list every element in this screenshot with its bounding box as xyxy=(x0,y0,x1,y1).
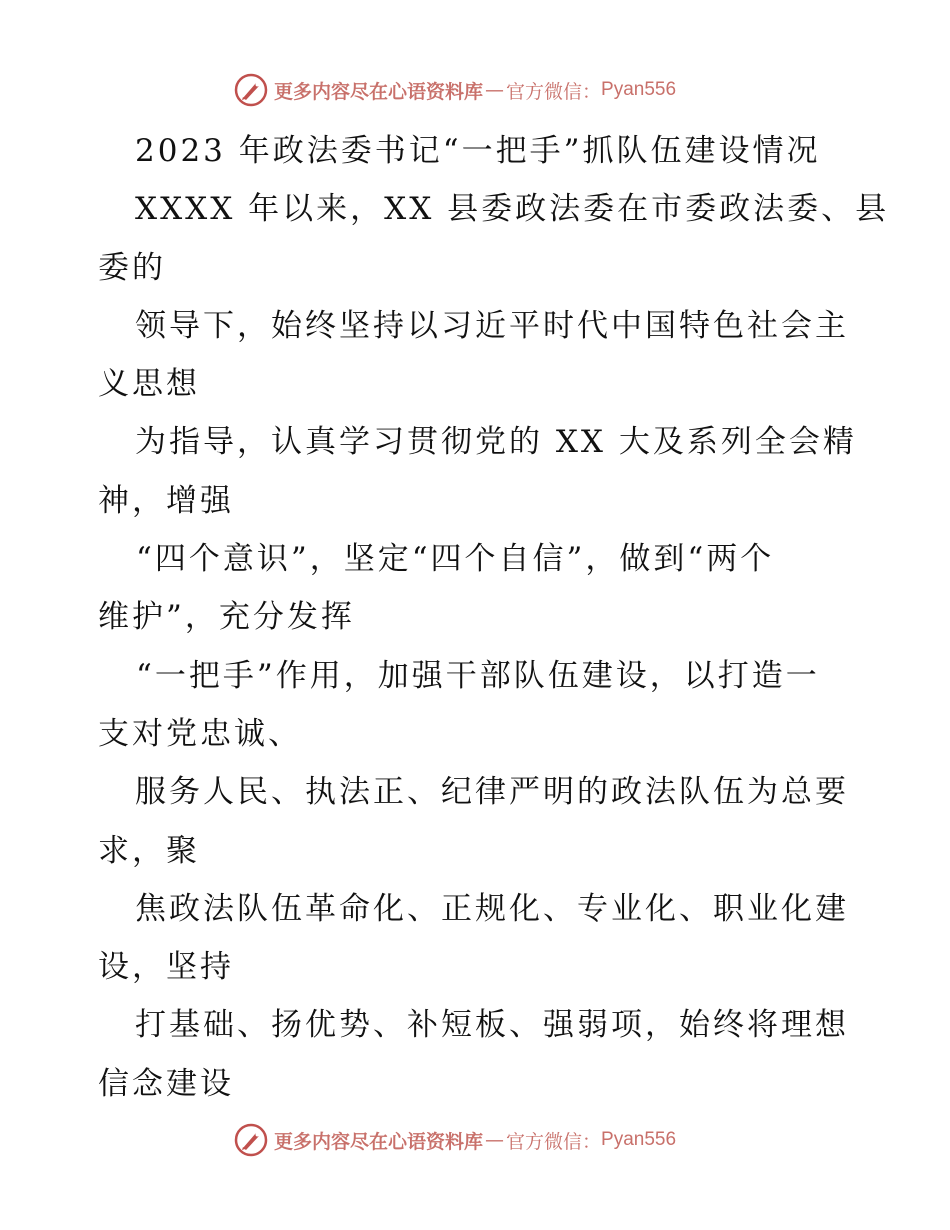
text-line: 义思想 xyxy=(98,366,200,403)
watermark-site-text: 更多内容尽在心语资料库 xyxy=(274,80,484,103)
text-line: “四个意识”，坚定“四个自信”，做到“两个 xyxy=(136,541,775,578)
header-watermark xyxy=(234,70,676,110)
watermark-dash: — xyxy=(485,79,505,101)
text-line: 服务人民、执法正、纪律严明的政法队伍为总要 xyxy=(135,774,849,811)
pen-logo-icon xyxy=(234,73,268,107)
watermark-site-text: 更多内容尽在心语资料库 xyxy=(274,1130,484,1153)
text-line: 焦政法队伍革命化、正规化、专业化、职业化建 xyxy=(135,890,849,927)
text-line: 领导下，始终坚持以习近平时代中国特色社会主 xyxy=(135,307,849,344)
pen-logo-icon xyxy=(234,1123,268,1157)
text-line: 为指导，认真学习贯彻党的 XX 大及系列全会精 xyxy=(135,424,857,461)
text-line: 神，增强 xyxy=(98,482,234,519)
text-line: XXXX 年以来，XX 县委政法委在市委政法委、县 xyxy=(135,191,890,228)
document-title: 2023 年政法委书记“一把手”抓队伍建设情况 xyxy=(135,133,821,169)
text-line: 委的 xyxy=(98,249,166,286)
watermark-wechat-id: Pyan556 xyxy=(601,1129,677,1150)
text-line: 打基础、扬优势、补短板、强弱项，始终将理想 xyxy=(135,1007,849,1044)
text-line: 求，聚 xyxy=(98,832,200,869)
watermark-wechat-label: 官方微信： xyxy=(506,80,602,103)
footer-watermark xyxy=(234,1120,676,1160)
text-line: 维护”，充分发挥 xyxy=(98,599,355,636)
watermark-wechat-label: 官方微信： xyxy=(506,1130,602,1153)
document-body xyxy=(98,122,890,1113)
text-line: 支对党忠诚、 xyxy=(98,715,302,752)
watermark-dash: — xyxy=(485,1129,505,1151)
watermark-wechat-id: Pyan556 xyxy=(601,79,677,100)
text-line: 信念建设 xyxy=(98,1065,234,1102)
text-line: “一把手”作用，加强干部队伍建设，以打造一 xyxy=(136,657,820,694)
text-line: 设，坚持 xyxy=(98,949,234,986)
